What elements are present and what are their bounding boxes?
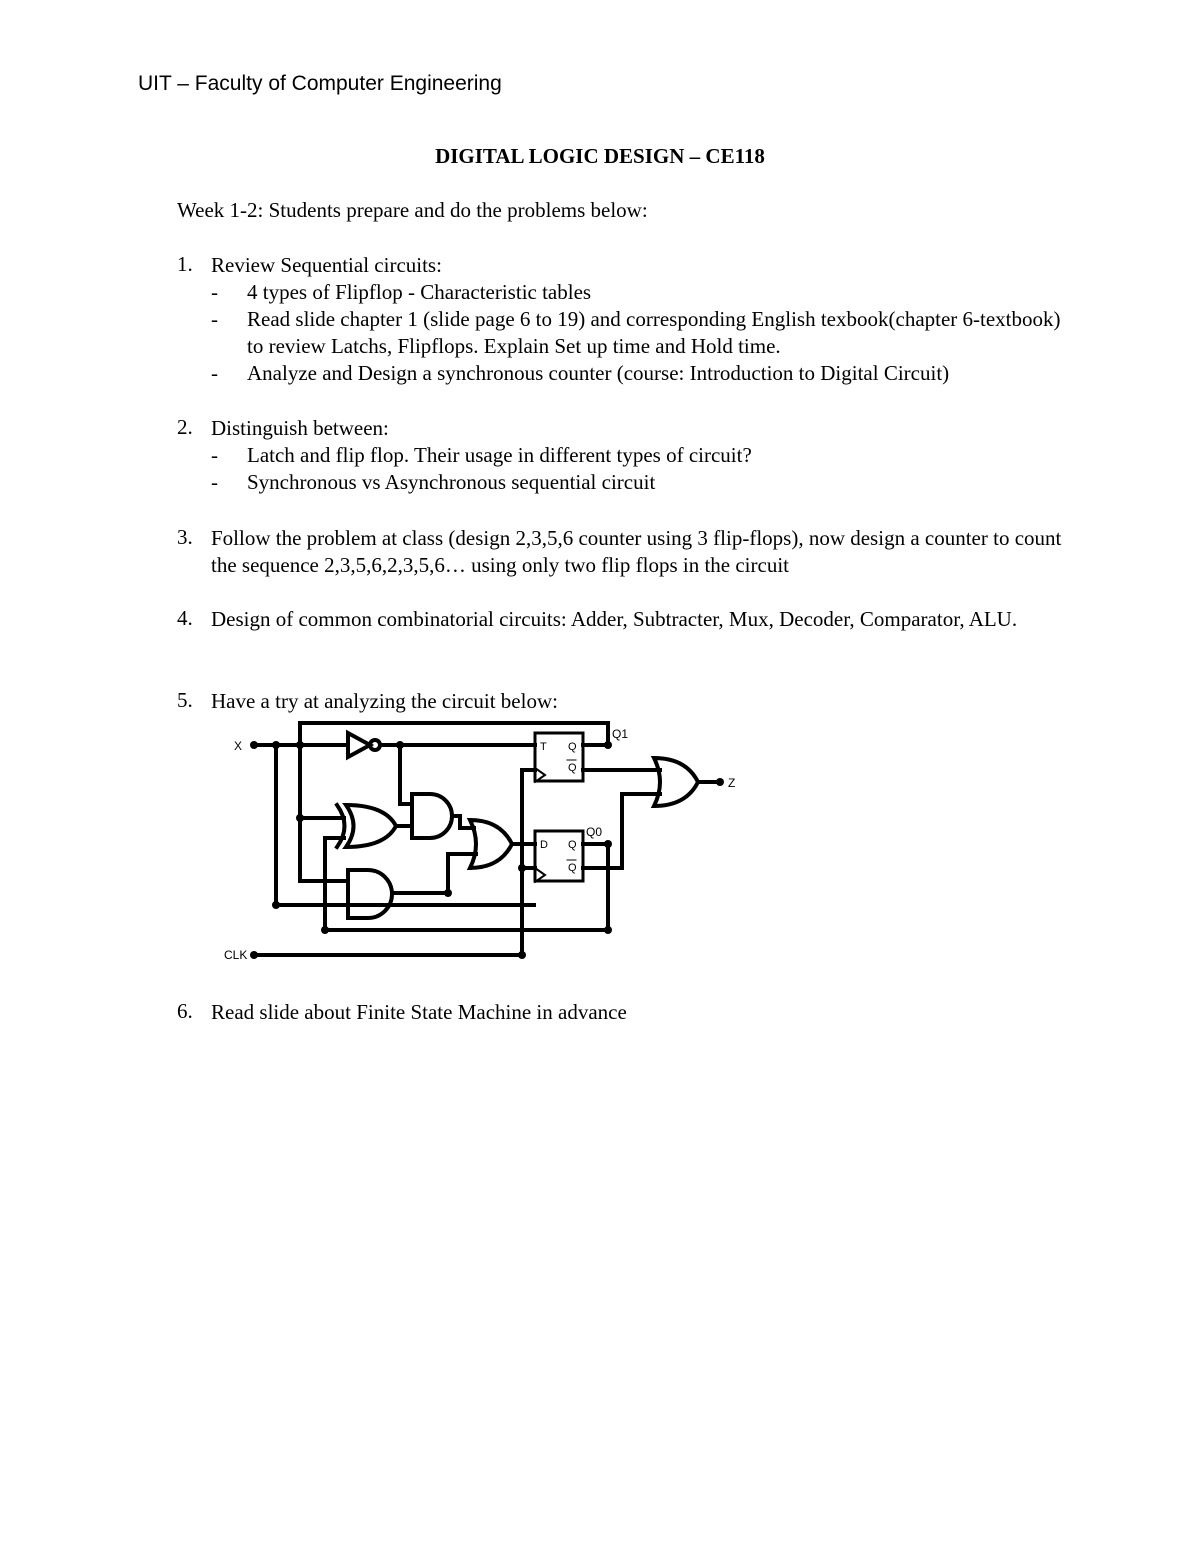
problem-number: 1. [177,252,193,276]
document-title: DIGITAL LOGIC DESIGN – CE118 [435,144,765,168]
problem-number: 6. [177,999,193,1023]
z-terminal [716,778,724,786]
problem-text: Follow the problem at class (design 2,3,5,6 counter using 3 flip-flops), now design a counter to count the sequence 2,3,5,6,2,3,5,6… using only two flip flops in the circuit [211,526,1062,577]
svg-text:Q: Q [568,741,577,753]
problem-text: Review Sequential circuits: [211,253,442,277]
q1-label: Q1 [612,727,629,741]
bullet-item: - 4 types of Flipflop - Characteristic tables [211,280,592,304]
q0-label: Q0 [586,825,603,839]
problem-text: Read slide about Finite State Machine in advance [211,1000,627,1024]
problem-number: 4. [177,606,193,630]
bullet-item: - Analyze and Design a synchronous counter (course: Introduction to Digital Circuit) [211,361,950,385]
intro-text: Week 1-2: Students prepare and do the problems below: [177,198,648,222]
svg-text:Q: Q [568,862,577,874]
svg-text:D: D [540,839,548,851]
not-gate [348,733,380,757]
output-or-gate [654,758,698,806]
z-label: Z [728,776,736,790]
xor-gate [337,805,396,847]
problem-number: 3. [177,525,193,549]
problem-text: Design of common combinatorial circuits: Adder, Subtracter, Mux, Decoder, Comparator, ALU. [211,607,1018,631]
svg-text:Q: Q [568,839,577,851]
and-gate [412,794,452,838]
problem-number: 5. [177,688,193,712]
bullet-list [211,279,1071,387]
bullet-item: - Synchronous vs Asynchronous sequential circuit [211,470,656,494]
svg-text:T: T [540,741,547,753]
problem-text: Distinguish between: [211,416,389,440]
problem-text: Have a try at analyzing the circuit below: [211,689,558,713]
d-flip-flop [535,831,583,882]
page-header: UIT – Faculty of Computer Engineering [138,72,502,95]
t-flip-flop [535,733,583,782]
or-gate [470,820,512,868]
bullet-item: - Latch and flip flop. Their usage in different types of circuit? [211,443,752,467]
bullet-item: - Read slide chapter 1 (slide page 6 to 19) and corresponding English texbook(chapter 6-textbook) to review Latchs, Flipflops. Explain Set up time and Hold time. [211,307,1061,358]
and-gate [348,870,392,918]
svg-text:Q: Q [568,762,577,774]
bullet-list [211,442,1071,496]
clk-label: CLK [224,948,248,962]
circuit-diagram [220,718,760,968]
x-label: X [234,739,243,753]
problem-number: 2. [177,415,193,439]
